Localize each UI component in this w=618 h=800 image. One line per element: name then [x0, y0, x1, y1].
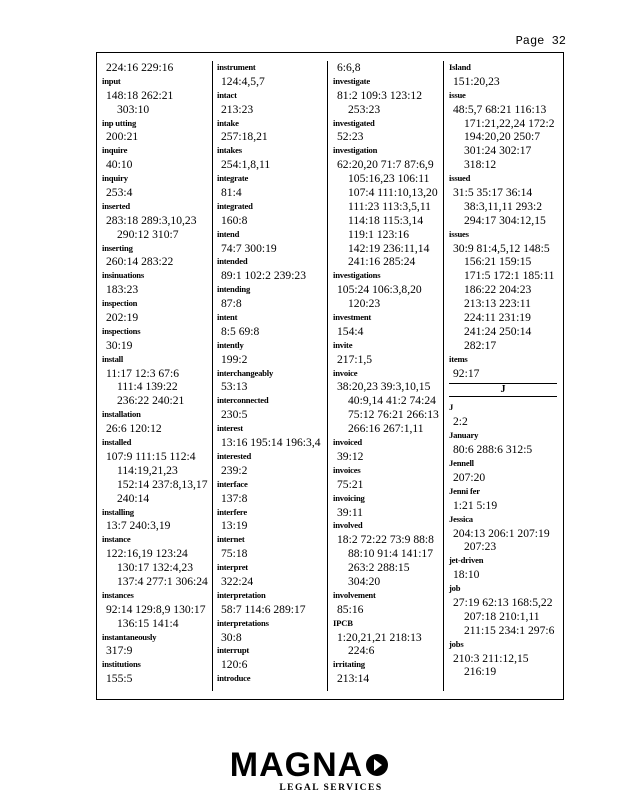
page-reference: 283:18 289:3,10,23 — [106, 213, 197, 227]
index-column-3 — [331, 61, 444, 691]
index-term: institutions — [102, 659, 141, 670]
index-term: instantaneously — [102, 631, 157, 642]
index-term: Jenni fer — [449, 485, 480, 496]
index-term: input — [102, 75, 121, 86]
page-reference: 80:6 288:6 312:5 — [453, 443, 533, 457]
page-reference: 39:11 — [337, 505, 363, 519]
page-reference: 30:19 — [106, 338, 133, 352]
page-reference: 213:14 — [337, 672, 370, 686]
page-reference-continued: 186:22 204:23 — [464, 283, 532, 297]
page-reference: 38:20,23 39:3,10,15 — [337, 380, 431, 394]
index-term: invoices — [333, 464, 361, 475]
index-term: items — [449, 353, 468, 364]
index-term: invite — [333, 339, 353, 350]
page-reference: 89:1 102:2 239:23 — [221, 269, 307, 283]
page-reference: 31:5 35:17 36:14 — [453, 186, 533, 200]
index-term: instance — [102, 534, 131, 545]
page-reference: 207:20 — [453, 470, 486, 484]
index-term: inserting — [102, 242, 133, 253]
page-reference: 81:4 — [221, 186, 242, 200]
page-reference: 183:23 — [106, 283, 139, 297]
page-reference: 6:6,8 — [337, 61, 361, 74]
index-term: interrupt — [217, 645, 250, 656]
page-reference: 1:20,21,21 218:13 — [337, 630, 422, 644]
index-term: invoiced — [333, 437, 362, 448]
page-reference: 155:5 — [106, 672, 133, 686]
page-reference: 87:8 — [221, 297, 242, 311]
page-reference: 151:20,23 — [453, 74, 500, 88]
page-reference: 257:18,21 — [221, 130, 268, 144]
page-reference: 253:4 — [106, 186, 133, 200]
page-reference-continued: 114:19,21,23 — [117, 463, 178, 477]
page-reference-continued: 105:16,23 106:11 — [348, 172, 430, 186]
index-term: irritating — [333, 659, 365, 670]
page-reference-continued: 171:5 172:1 185:11 — [464, 269, 555, 283]
page-reference: 30:9 81:4,5,12 148:5 — [453, 241, 550, 255]
page-reference: 148:18 262:21 — [106, 88, 174, 102]
index-term: interpretation — [217, 589, 266, 600]
page-reference-continued: 216:19 — [464, 665, 497, 679]
page-reference: 204:13 206:1 207:19 — [453, 526, 550, 540]
page-reference-continued: 304:20 — [348, 574, 381, 588]
page-reference-continued: 290:12 310:7 — [117, 227, 179, 241]
page-reference: 217:1,5 — [337, 352, 373, 366]
page-reference: 230:5 — [221, 408, 248, 422]
page-reference-continued: 152:14 237:8,13,17 — [117, 477, 208, 491]
page-reference-continued: 75:12 76:21 266:13 — [348, 408, 439, 422]
page-reference: 107:9 111:15 112:4 — [106, 449, 196, 463]
page-reference-continued: 136:15 141:4 — [117, 616, 179, 630]
page-reference: 199:2 — [221, 352, 248, 366]
page-reference: 13:16 195:14 196:3,4 — [221, 436, 321, 450]
index-term: issued — [449, 173, 471, 184]
page-reference: 8:5 69:8 — [221, 324, 260, 338]
index-term: investigation — [333, 145, 378, 156]
page-reference-continued: 142:19 236:11,14 — [348, 241, 430, 255]
index-column-1 — [100, 61, 213, 691]
index-term: interfere — [217, 506, 248, 517]
page-reference-continued: 294:17 304:12,15 — [464, 213, 546, 227]
page-reference-continued: 224:11 231:19 — [464, 311, 531, 325]
index-term: J — [449, 402, 454, 413]
logo-wordmark: MAGNA — [229, 746, 364, 784]
index-term: invoicing — [333, 492, 365, 503]
page-reference-continued: 137:4 277:1 306:24 — [117, 574, 208, 588]
index-term: installed — [102, 437, 132, 448]
page-reference: 18:2 72:22 73:9 88:8 — [337, 533, 434, 547]
index-term: integrated — [217, 200, 253, 211]
index-term: invoice — [333, 367, 358, 378]
page-reference: 53:13 — [221, 380, 248, 394]
index-term: inserted — [102, 200, 130, 211]
index-term: investment — [333, 312, 372, 323]
page-reference-continued: 318:12 — [464, 158, 497, 172]
page-reference: 202:19 — [106, 311, 139, 325]
page-reference: 39:12 — [337, 449, 364, 463]
page-reference: 254:1,8,11 — [221, 158, 271, 172]
page-reference: 105:24 106:3,8,20 — [337, 283, 422, 297]
page-reference-continued: 263:2 288:15 — [348, 561, 410, 575]
index-term: jobs — [449, 638, 464, 649]
index-column-4 — [447, 61, 560, 691]
page-reference-continued: 38:3,11,11 293:2 — [464, 199, 543, 213]
index-term: investigations — [333, 270, 381, 281]
index-term: Jennell — [449, 458, 474, 469]
page-reference: 30:8 — [221, 630, 242, 644]
index-term: job — [449, 583, 461, 594]
page-reference-continued: 40:9,14 41:2 74:24 — [348, 394, 436, 408]
index-term: interconnected — [217, 395, 269, 406]
index-term: interest — [217, 423, 243, 434]
index-term: integrate — [217, 173, 249, 184]
index-term: Jessica — [449, 513, 473, 524]
letter-divider: J — [449, 383, 557, 397]
index-term: inspections — [102, 325, 141, 336]
page-reference-continued: 207:18 210:1,11 — [464, 609, 540, 623]
page-reference: 137:8 — [221, 491, 248, 505]
page-reference: 213:23 — [221, 102, 254, 116]
page-reference: 11:17 12:3 67:6 — [106, 366, 179, 380]
page-reference: 62:20,20 71:7 87:6,9 — [337, 158, 434, 172]
arrow-circle-icon — [366, 754, 388, 776]
page-reference-continued: 111:23 113:3,5,11 — [348, 199, 431, 213]
index-term: install — [102, 353, 124, 364]
page-reference: 13:7 240:3,19 — [106, 519, 171, 533]
page-reference: 160:8 — [221, 213, 248, 227]
page-reference: 52:23 — [337, 130, 364, 144]
page-reference: 58:7 114:6 289:17 — [221, 602, 306, 616]
index-term: inquire — [102, 145, 128, 156]
page-reference: 2:2 — [453, 415, 468, 429]
index-term: IPCB — [333, 617, 353, 628]
page-reference: 239:2 — [221, 463, 248, 477]
page-reference-continued: 224:6 — [348, 644, 375, 658]
page-reference: 18:10 — [453, 568, 480, 582]
page-reference: 200:21 — [106, 130, 139, 144]
index-term: intakes — [217, 145, 242, 156]
page-reference: 75:18 — [221, 547, 248, 561]
index-frame — [96, 52, 564, 700]
page-number: Page 32 — [515, 34, 566, 48]
index-term: interested — [217, 450, 252, 461]
page-reference-continued: 207:23 — [464, 540, 497, 554]
index-term: Island — [449, 62, 471, 72]
page-reference: 317:9 — [106, 644, 133, 658]
index-term: instances — [102, 589, 134, 600]
page-reference-continued: 194:20,20 250:7 — [464, 130, 541, 144]
page-reference: 92:14 129:8,9 130:17 — [106, 602, 206, 616]
page-reference: 260:14 283:22 — [106, 255, 174, 269]
page-reference-continued: 241:16 285:24 — [348, 255, 416, 269]
index-column-2 — [215, 61, 328, 691]
index-term: interface — [217, 478, 248, 489]
page-reference: 75:21 — [337, 477, 364, 491]
page-reference: 81:2 109:3 123:12 — [337, 88, 423, 102]
index-term: intent — [217, 312, 238, 323]
page-reference: 154:4 — [337, 324, 364, 338]
page-reference-continued: 211:15 234:1 297:6 — [464, 623, 555, 637]
page-reference: 74:7 300:19 — [221, 241, 277, 255]
index-term: inp utting — [102, 117, 137, 128]
page-reference-continued: 301:24 302:17 — [464, 144, 532, 158]
page-reference-continued: 303:10 — [117, 102, 150, 116]
index-term: inquiry — [102, 173, 128, 184]
page-reference-continued: 253:23 — [348, 102, 381, 116]
page-reference-continued: 236:22 240:21 — [117, 394, 185, 408]
index-term: jet-driven — [449, 555, 484, 566]
magna-logo — [0, 748, 618, 793]
index-term: introduce — [217, 673, 251, 684]
index-term: intend — [217, 228, 240, 239]
index-term: internet — [217, 534, 245, 545]
index-term: intact — [217, 89, 237, 100]
page-reference-continued: 120:23 — [348, 297, 381, 311]
page-reference-continued: 88:10 91:4 141:17 — [348, 547, 434, 561]
page-reference-continued: 241:24 250:14 — [464, 324, 532, 338]
page-reference: 13:19 — [221, 519, 248, 533]
index-term: interchangeably — [217, 367, 274, 378]
page-reference: 124:4,5,7 — [221, 74, 265, 88]
page-reference-continued: 107:4 111:10,13,20 — [348, 186, 438, 200]
index-term: installation — [102, 409, 141, 420]
index-term: interpret — [217, 562, 248, 573]
page-reference-continued: 156:21 159:15 — [464, 255, 532, 269]
page-reference: 92:17 — [453, 366, 480, 380]
page-reference-continued: 130:17 132:4,23 — [117, 561, 194, 575]
page-reference: 48:5,7 68:21 116:13 — [453, 102, 547, 116]
page-reference-continued: 114:18 115:3,14 — [348, 213, 424, 227]
page-reference: 1:21 5:19 — [453, 498, 498, 512]
page-reference-continued: 240:14 — [117, 491, 150, 505]
logo-subtitle: LEGAL SERVICES — [279, 783, 383, 793]
index-term: inspection — [102, 298, 138, 309]
index-term: investigated — [333, 117, 375, 128]
index-term: interpretations — [217, 617, 269, 628]
index-term: insinuations — [102, 270, 145, 281]
index-term: involved — [333, 520, 363, 531]
page-reference-continued: 111:4 139:22 — [117, 380, 178, 394]
index-term: instrument — [217, 62, 256, 72]
index-term: investigate — [333, 75, 370, 86]
page-reference: 85:16 — [337, 602, 364, 616]
page-reference: 26:6 120:12 — [106, 422, 162, 436]
index-term: issues — [449, 228, 469, 239]
page-reference-continued: 213:13 223:11 — [464, 297, 531, 311]
index-term: involvement — [333, 589, 376, 600]
page-reference-continued: 282:17 — [464, 338, 497, 352]
index-term: installing — [102, 506, 134, 517]
index-term: January — [449, 430, 479, 441]
index-term: intake — [217, 117, 239, 128]
page-reference: 210:3 211:12,15 — [453, 651, 529, 665]
index-term: intending — [217, 284, 251, 295]
index-term: issue — [449, 89, 466, 100]
page-reference-continued: 266:16 267:1,11 — [348, 422, 424, 436]
index-term: intended — [217, 256, 248, 267]
page-reference: 27:19 62:13 168:5,22 — [453, 595, 553, 609]
page-reference: 122:16,19 123:24 — [106, 547, 188, 561]
page-reference: 322:24 — [221, 574, 254, 588]
page-reference-continued: 119:1 123:16 — [348, 227, 410, 241]
page-reference: 224:16 229:16 — [106, 61, 174, 74]
index-term: intently — [217, 339, 244, 350]
page-reference: 120:6 — [221, 658, 248, 672]
page-reference: 40:10 — [106, 158, 133, 172]
page-reference-continued: 171:21,22,24 172:2 — [464, 116, 555, 130]
